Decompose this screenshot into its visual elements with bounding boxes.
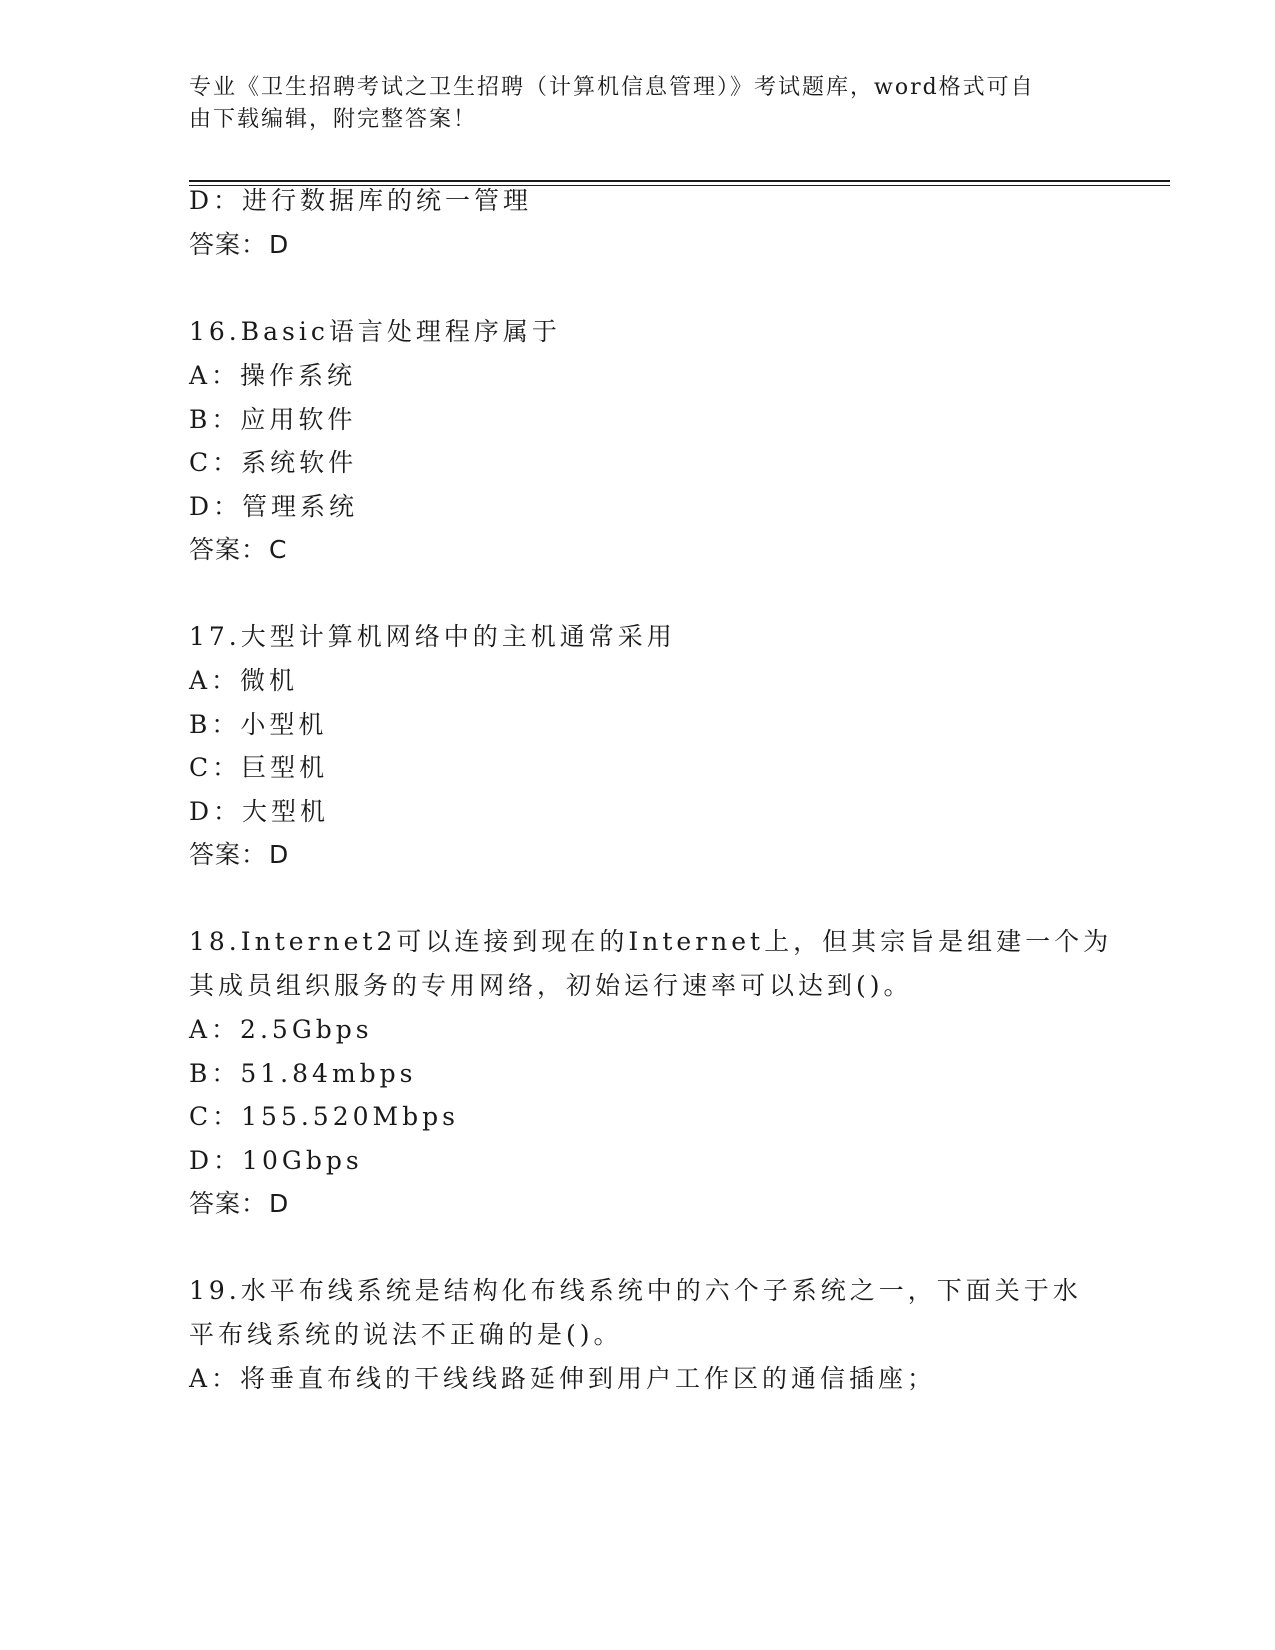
question-18-line-1: 18.Internet2可以连接到现在的Internet上，但其宗旨是组建一个为 [189,927,1113,956]
q18-option-b: B：51.84mbps [189,1059,417,1088]
answer-label: 答案： [189,230,268,259]
answer-value: C [269,535,288,564]
answer-label: 答案： [189,840,268,869]
answer-label: 答案： [189,1189,268,1218]
q17-option-a: A：微机 [189,666,299,695]
q16-option-c: C：系统软件 [189,448,358,477]
header-line-1: 专业《卫生招聘考试之卫生招聘（计算机信息管理）》考试题库，word格式可自 [189,75,1035,100]
q18-option-a: A：2.5Gbps [189,1015,373,1044]
answer-value: D [269,1189,290,1218]
q16-answer-line [189,533,287,567]
q17-option-b: B：小型机 [189,710,328,739]
q18-option-c: C：155.520Mbps [189,1102,459,1131]
q16-option-d: D：管理系统 [189,492,359,521]
header-line-2: 由下载编辑，附完整答案！ [189,107,478,132]
question-17: 17.大型计算机网络中的主机通常采用 [189,622,676,651]
answer-value: D [269,840,290,869]
q18-answer-line [189,1187,289,1221]
document-header [189,72,1089,136]
answer-value: D [269,230,290,259]
question-19-line-2: 平布线系统的说法不正确的是()。 [189,1320,623,1349]
q17-option-c: C：巨型机 [189,753,329,782]
question-18-line-2: 其成员组织服务的专用网络，初始运行速率可以达到()。 [189,971,913,1000]
q18-option-d: D：10Gbps [189,1146,363,1175]
q17-answer-line [189,838,289,872]
q16-option-b: B：应用软件 [189,405,357,434]
answer-line [189,228,289,262]
option-d: D：进行数据库的统一管理 [189,186,533,215]
question-16: 16.Basic语言处理程序属于 [189,317,561,346]
question-19-line-1: 19.水平布线系统是结构化布线系统中的六个子系统之一，下面关于水 [189,1276,1082,1305]
q17-option-d: D：大型机 [189,797,330,826]
answer-label: 答案： [189,535,268,564]
q19-option-a: A：将垂直布线的干线线路延伸到用户工作区的通信插座； [189,1364,937,1393]
q16-option-a: A：操作系统 [189,361,357,390]
